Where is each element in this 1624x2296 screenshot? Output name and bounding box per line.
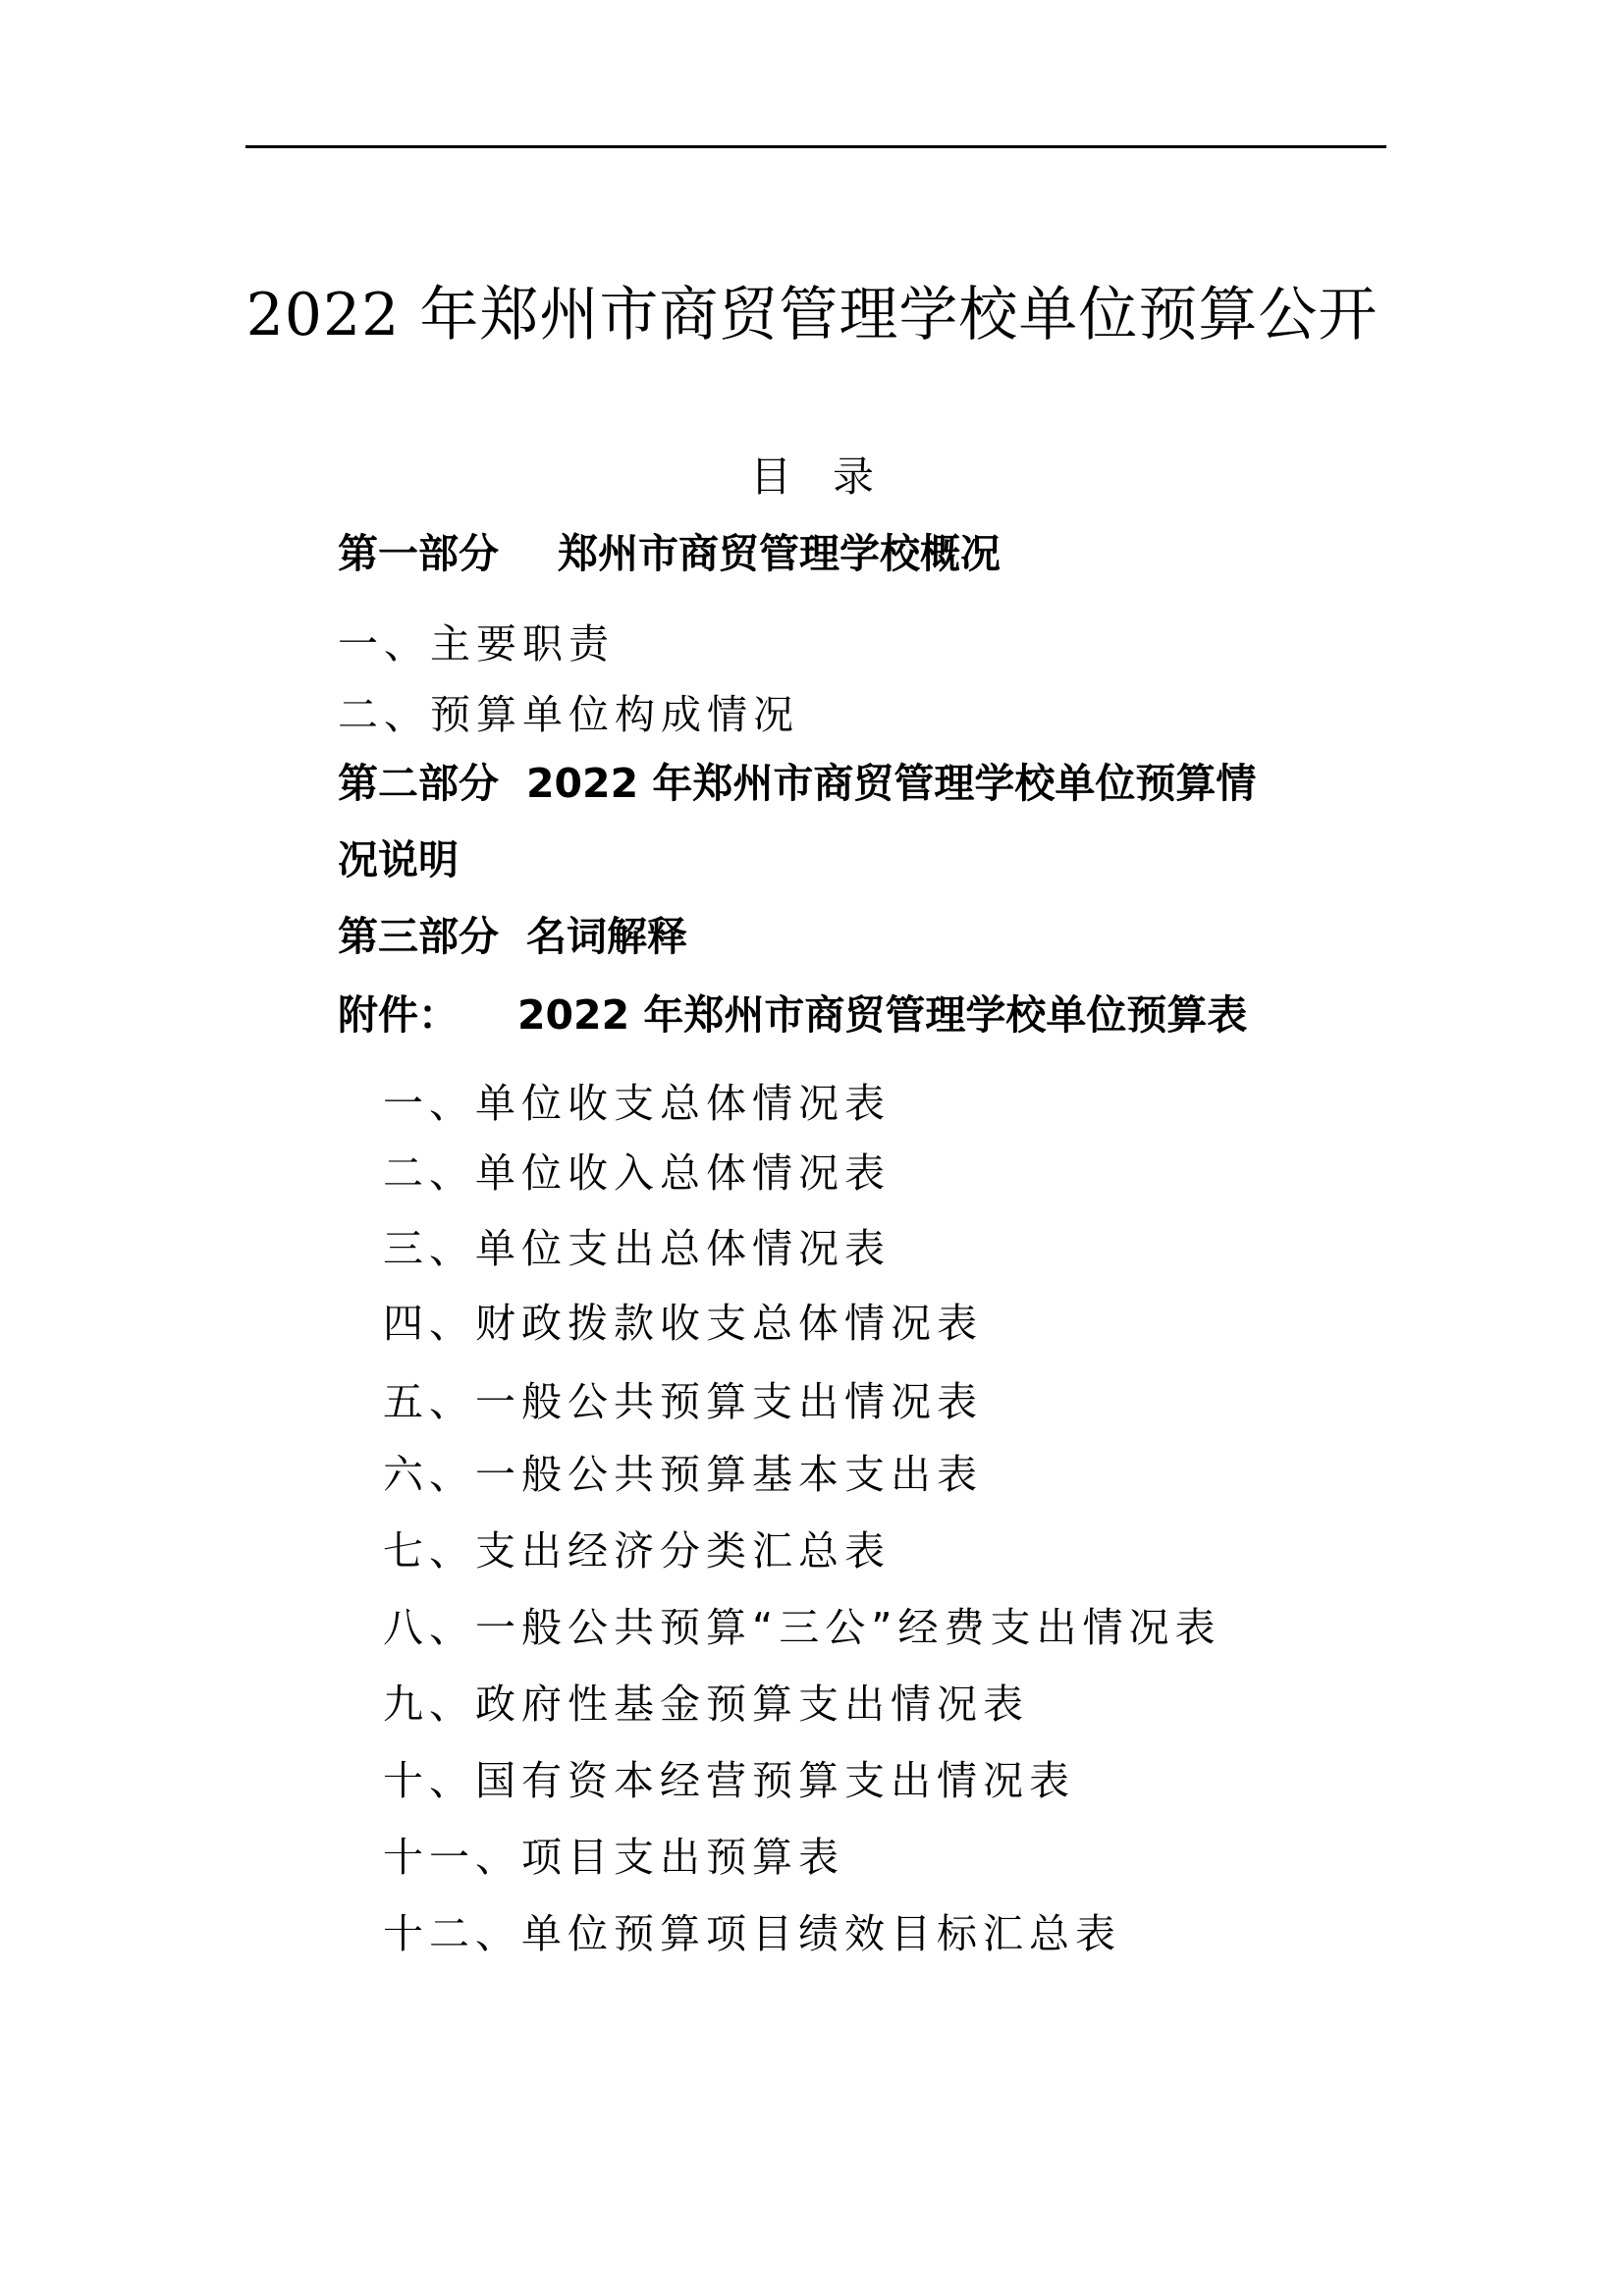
toc-attachment-item: 七、支出经济分类汇总表	[383, 1527, 891, 1575]
toc-part1-item: 一、主要职责	[338, 620, 615, 667]
toc-part2-label: 第二部分	[338, 760, 499, 807]
toc-attachment-item: 十二、单位预算项目绩效目标汇总表	[383, 1910, 1121, 1957]
toc-attachment-item: 十一、项目支出预算表	[383, 1834, 844, 1881]
toc-attachment-item: 二、单位收入总体情况表	[383, 1149, 891, 1197]
toc-part1	[338, 526, 1001, 581]
toc-part1-label: 第一部分	[338, 530, 499, 577]
toc-attachment-text: 2022 年郑州市商贸管理学校单位预算表	[517, 991, 1248, 1039]
toc-part3-label: 第三部分	[338, 913, 499, 960]
toc-part2-text: 2022 年郑州市商贸管理学校单位预算情	[526, 760, 1257, 807]
toc-attachment-item: 九、政府性基金预算支出情况表	[383, 1681, 1029, 1728]
document-title: 2022 年郑州市商贸管理学校单位预算公开	[245, 281, 1379, 349]
toc-part1-text: 郑州市商贸管理学校概况	[558, 530, 1001, 577]
toc-attachment	[338, 988, 1247, 1042]
toc-part3-text: 名词解释	[526, 913, 687, 960]
toc-attachment-item: 四、财政拨款收支总体情况表	[383, 1300, 983, 1347]
toc-part1-item: 二、预算单位构成情况	[338, 691, 799, 738]
toc-part2	[338, 756, 1256, 811]
toc-part3	[338, 909, 687, 964]
toc-attachment-item: 三、单位支出总体情况表	[383, 1225, 891, 1272]
header-rule	[245, 145, 1386, 148]
toc-attachment-item: 六、一般公共预算基本支出表	[383, 1451, 983, 1498]
toc-attachment-item: 八、一般公共预算“三公”经费支出情况表	[383, 1604, 1221, 1651]
toc-part2-text-continued: 况说明	[338, 836, 459, 883]
toc-heading: 目 录	[749, 453, 874, 501]
toc-attachment-item: 五、一般公共预算支出情况表	[383, 1378, 983, 1425]
toc-attachment-item: 十、国有资本经营预算支出情况表	[383, 1757, 1075, 1804]
toc-attachment-label: 附件：	[338, 991, 459, 1039]
toc-attachment-item: 一、单位收支总体情况表	[383, 1080, 891, 1127]
